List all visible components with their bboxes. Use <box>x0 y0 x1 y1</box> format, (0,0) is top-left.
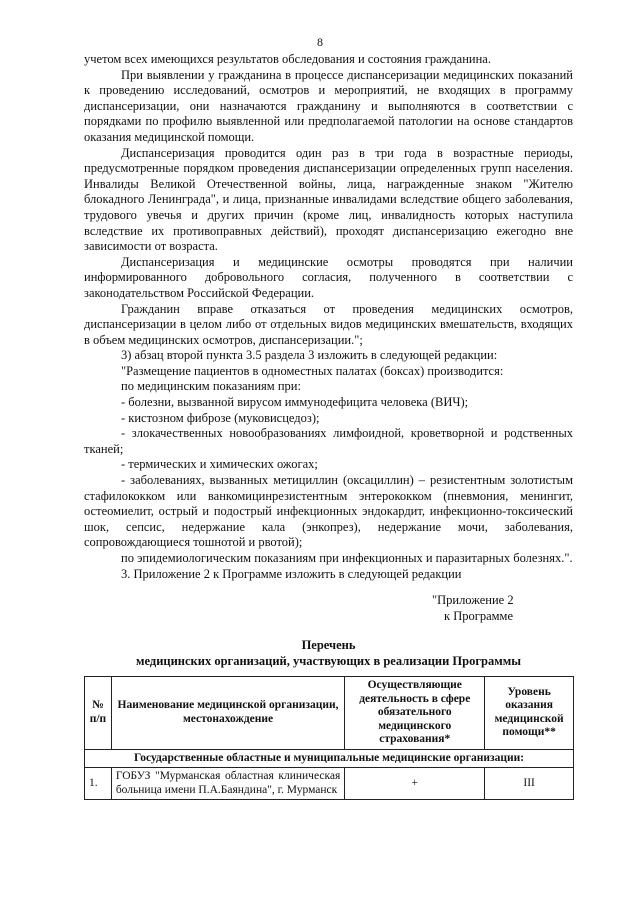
paragraph: "Размещение пациентов в одноместных палатах (боксах) производится: <box>121 363 504 378</box>
paragraph: Гражданин вправе отказаться от проведения медицинских осмотров, диспансеризации в целом либо от отдельных видов медицинских вмешательств, входящих в объем медицинских осмотров, диспансеризации."; <box>84 301 573 347</box>
header-num: № п/п <box>85 677 112 750</box>
header-name: Наименование медицинской организации, местонахождение <box>111 677 344 750</box>
appendix-reference <box>432 593 562 624</box>
organizations-table <box>84 676 574 800</box>
list-item: - кистозном фиброзе (муковисцедоз); <box>121 410 320 425</box>
paragraph: При выявлении у гражданина в процессе диспансеризации медицинских показаний к проведению исследований, осмотров и мероприятий, не входящих в программу диспансеризации, они назначаются гражданину и выполняются в соответствии с порядками по профилю выявленной или предполагаемой патологии на основе стандартов оказания медицинской помощи. <box>84 67 573 144</box>
table-group-row <box>85 749 574 768</box>
list-item: - злокачественных новообразованиях лимфоидной, кроветворной и родственных тканей; <box>84 426 573 456</box>
paragraph: по медицинским показаниям при: <box>121 379 301 394</box>
list-item: - заболеваниях, вызванных метициллин (оксациллин) – резистентным золотистым стафилококком или ванкомицинрезистентным энтерококком (пневмония, менингит, остеомиелит, острый и подострый инфекционных эндокардит, инфекционно-токсический шок, сепсис, недержание кала (энкопрез), недержание мочи, заболевания, сопровождающиеся тошнотой и рвотой); <box>84 473 573 550</box>
list-title-subheading: медицинских организаций, участвующих в реализации Программы <box>135 654 522 668</box>
group-heading: Государственные областные и муниципальные медицинские организации: <box>85 749 574 768</box>
list-item: - болезни, вызванной вирусом иммунодефицита человека (ВИЧ); <box>121 395 469 410</box>
cell-name: ГОБУЗ "Мурманская областная клиническая больница имени П.А.Баяндина", г. Мурманск <box>111 768 344 800</box>
cell-oms: + <box>345 768 485 800</box>
list-item: - термических и химических ожогах; <box>121 457 318 472</box>
paragraph: Диспансеризация и медицинские осмотры проводятся при наличии информированного добровольного согласия, полученного в соответствии с законодательством Российской Федерации. <box>84 254 573 300</box>
appendix-ref-line: "Приложение 2 <box>432 593 514 607</box>
appendix-ref-line: к Программе <box>444 608 514 623</box>
paragraph: 3. Приложение 2 к Программе изложить в следующей редакции <box>121 566 462 581</box>
cell-num: 1. <box>85 768 112 800</box>
page-number: 8 <box>317 35 323 49</box>
paragraph: Диспансеризация проводится один раз в три года в возрастные периоды, предусмотренные порядком проведения диспансеризации определенных групп населения. Инвалиды Великой Отечественной войны, лица, награжденные знаком "Жителю блокадного Ленинграда", и лица, признанные инвалидами вследствие общего заболевания, трудового увечья и других причин (кроме лиц, инвалидность которых наступила вследствие их противоправных действий), проходят диспансеризацию ежегодно вне зависимости от возраста. <box>84 145 573 254</box>
document-body <box>84 52 573 582</box>
paragraph: учетом всех имеющихся результатов обследования и состояния гражданина. <box>84 52 491 66</box>
list-title <box>84 637 573 669</box>
table-row <box>85 768 574 800</box>
paragraph: по эпидемиологическим показаниям при инфекционных и паразитарных болезнях.". <box>121 551 573 565</box>
table-header-row <box>85 677 574 750</box>
header-level: Уровень оказания медицинской помощи** <box>485 677 574 750</box>
cell-level: III <box>485 768 574 800</box>
header-oms: Осуществляющие деятельность в сфере обязательного медицинского страхования* <box>345 677 485 750</box>
paragraph: 3) абзац второй пункта 3.5 раздела 3 изложить в следующей редакции: <box>121 348 498 363</box>
list-title-heading: Перечень <box>301 638 356 652</box>
